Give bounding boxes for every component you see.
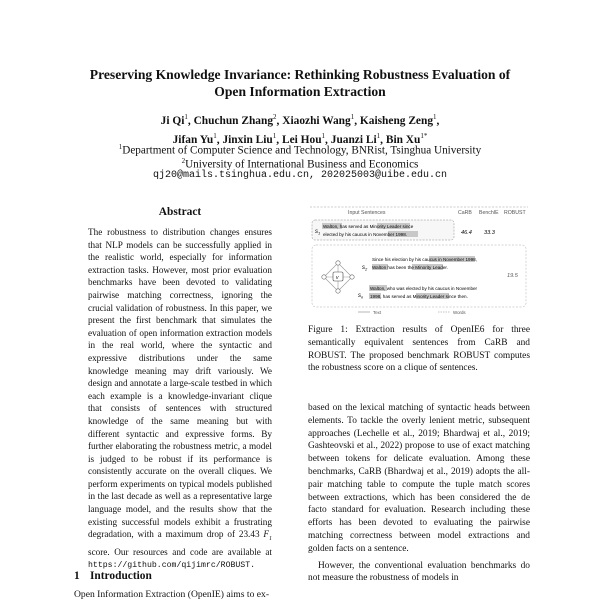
author-sup: 1 bbox=[350, 113, 355, 121]
author-sup: 2 bbox=[273, 113, 277, 121]
author-sup: 1* bbox=[420, 131, 428, 140]
affiliation-text: Department of Computer Science and Technology, BNRist, Tsinghua University bbox=[122, 144, 482, 157]
fig-s1-line2: elected by his caucus in November 1998. bbox=[323, 232, 408, 237]
section-title: Introduction bbox=[90, 570, 152, 582]
author-sup: 1 bbox=[433, 113, 437, 121]
fig-col-carb: CaRB bbox=[458, 210, 472, 216]
title-line-2: Open Information Extraction bbox=[214, 84, 386, 99]
fig-sn-line1: Walton, who was elected by his caucus in November bbox=[370, 286, 478, 291]
affiliation-text: University of International Business and Economics bbox=[185, 158, 419, 171]
paper-title bbox=[40, 66, 560, 100]
author: Juanzi Li bbox=[330, 133, 377, 146]
fig-col-benchie: BenchIE bbox=[479, 210, 499, 216]
fig-node bbox=[350, 275, 354, 279]
author-sup: 1 bbox=[376, 131, 381, 140]
fig-legend-text: Text bbox=[373, 310, 382, 315]
author: Bin Xu bbox=[385, 133, 421, 146]
author: Ji Qi bbox=[160, 114, 185, 127]
section-heading bbox=[74, 570, 152, 582]
author: Lei Hou bbox=[281, 133, 322, 146]
fig-col-input: Input Sentences bbox=[348, 210, 386, 216]
fig-sn-line2: 1998, has served as Minority Leader since then. bbox=[370, 294, 468, 299]
fig-s1-benchie-score: 33.3 bbox=[484, 230, 495, 236]
f1-letter: F bbox=[263, 529, 270, 540]
fig-s2-line2: Walton has been the Minority Leader. bbox=[372, 265, 448, 270]
fig-node bbox=[336, 289, 340, 293]
author-line-2: Jifan Yu$^1$, Jinxin Liu$^1$, Lei Hou$^1$, Juanzi Li$^1$, Bin $Xu^{1*}$ bbox=[172, 131, 428, 146]
fig-node bbox=[322, 275, 326, 279]
fig-s2-label: $s_2$ bbox=[362, 265, 368, 272]
intro-first-line: Open Information Extraction (OpenIE) aims to ex- bbox=[74, 589, 270, 600]
affiliation-sup: 1 bbox=[118, 143, 123, 151]
fig-robust-score: 19.5 bbox=[507, 273, 518, 279]
title-line-1: Preserving Knowledge Invariance: Rethinking Robustness Evaluation of bbox=[89, 67, 511, 82]
fig-s1-line1: Walton, has served as Minority Leader since bbox=[323, 224, 414, 229]
author-line-1: Ji Qi$^1$, Chuchun Zhang$^2$, Xiaozhi Wang$^1$, Kaisheng Zeng$^1$, bbox=[160, 113, 440, 127]
author-sup: 1 bbox=[213, 131, 217, 140]
figure-caption: Figure 1: Extraction results of OpenIE6 for three semantically equivalent sentences from CaRB and ROBUST. The proposed benchmark ROBUST computes the robustness score on a clique of sentences. bbox=[308, 325, 530, 374]
fig-node bbox=[336, 261, 340, 265]
figure-1 bbox=[308, 205, 530, 317]
abstract-text: The robustness to distribution changes ensures that NLP models can be successfully applied in the realistic world, especially for information extraction tasks. However, most prior evaluation benchmarks have been devoted to validating pairwise matching correctness, ignoring the crucial validation of robustness. In this paper, we present the first benchmark that simulates the evaluation of open information extraction models in the real world, where the syntactic and expressive distributions under the same knowledge meaning may drift variously. We design and annotate a large-scale testbed in which each example is a knowledge-invariant clique that consists of sentences with structured knowledge of the same meaning but with different syntactic and expressive forms. By further elaborating the robustness metric, a model is judged to be robust if its performance is consistently accurate on the overall cliques. We perform experiments on typical models published in the last decade as well as a representative large language model, and the results show that the existing successful models exhibit a frustrating degradation, with a maximum drop of 23.43 bbox=[88, 227, 272, 540]
fig-sn-label: $s_n$ bbox=[358, 293, 364, 300]
fig-legend-other: Words bbox=[453, 310, 466, 315]
author: Jifan Yu bbox=[172, 133, 214, 146]
fig-col-robust: ROBUST bbox=[504, 210, 526, 216]
section-number: 1 bbox=[74, 570, 80, 582]
author: Xiaozhi Wang bbox=[282, 114, 351, 127]
author-sup: 1 bbox=[272, 131, 277, 140]
author: Chuchun Zhang bbox=[193, 114, 274, 127]
author-sup: 1 bbox=[184, 113, 188, 121]
abstract-heading: Abstract bbox=[158, 206, 202, 218]
abstract-body bbox=[88, 226, 272, 573]
fig-s1-carb-score: 46.4 bbox=[461, 230, 472, 236]
code-link[interactable]: https://github.com/qijimrc/ROBUST. bbox=[88, 561, 256, 571]
author: Kaisheng Zeng bbox=[359, 114, 434, 127]
right-column-body bbox=[308, 402, 530, 585]
author: Jinxin Liu bbox=[222, 133, 273, 146]
author-sup: 1 bbox=[321, 131, 326, 140]
f1-sub: 1 bbox=[269, 536, 273, 543]
fig-s1-label: $s_1$ bbox=[315, 229, 321, 236]
paragraph: However, the conventional evaluation benchmarks do not measure the robustness of models in bbox=[308, 560, 530, 584]
affiliation-sup: 2 bbox=[181, 157, 186, 165]
email-list[interactable]: qj20@mails.tsinghua.edu.cn, 202025003@uibe.edu.cn bbox=[152, 170, 448, 181]
abstract-text-tail: score. Our resources and code are available at bbox=[88, 546, 272, 557]
f1-symbol bbox=[263, 529, 273, 543]
fig-node-label: v bbox=[336, 275, 339, 281]
paragraph: based on the lexical matching of syntactic heads between elements. To tackle the overly lenient metric, subsequent approaches (Lechelle et al., 2019; Bhardwaj et al., 2019; Gashteovski et al., 2022) propose to use of exact matching between tokens for delicate evaluation. Among these benchmarks, CaRB (Bhardwaj et al., 2019) adopts the all-pair matching table to compute the tuple match scores between extractions, which has been considered the de facto standard for evaluation. Research including these efforts has been devoted to evaluating the pairwise matching correctness between model extractions and golden facts on a sentence. bbox=[308, 403, 530, 554]
fig-s2-line1: Since his election by his caucus in November 1998, bbox=[372, 257, 477, 262]
